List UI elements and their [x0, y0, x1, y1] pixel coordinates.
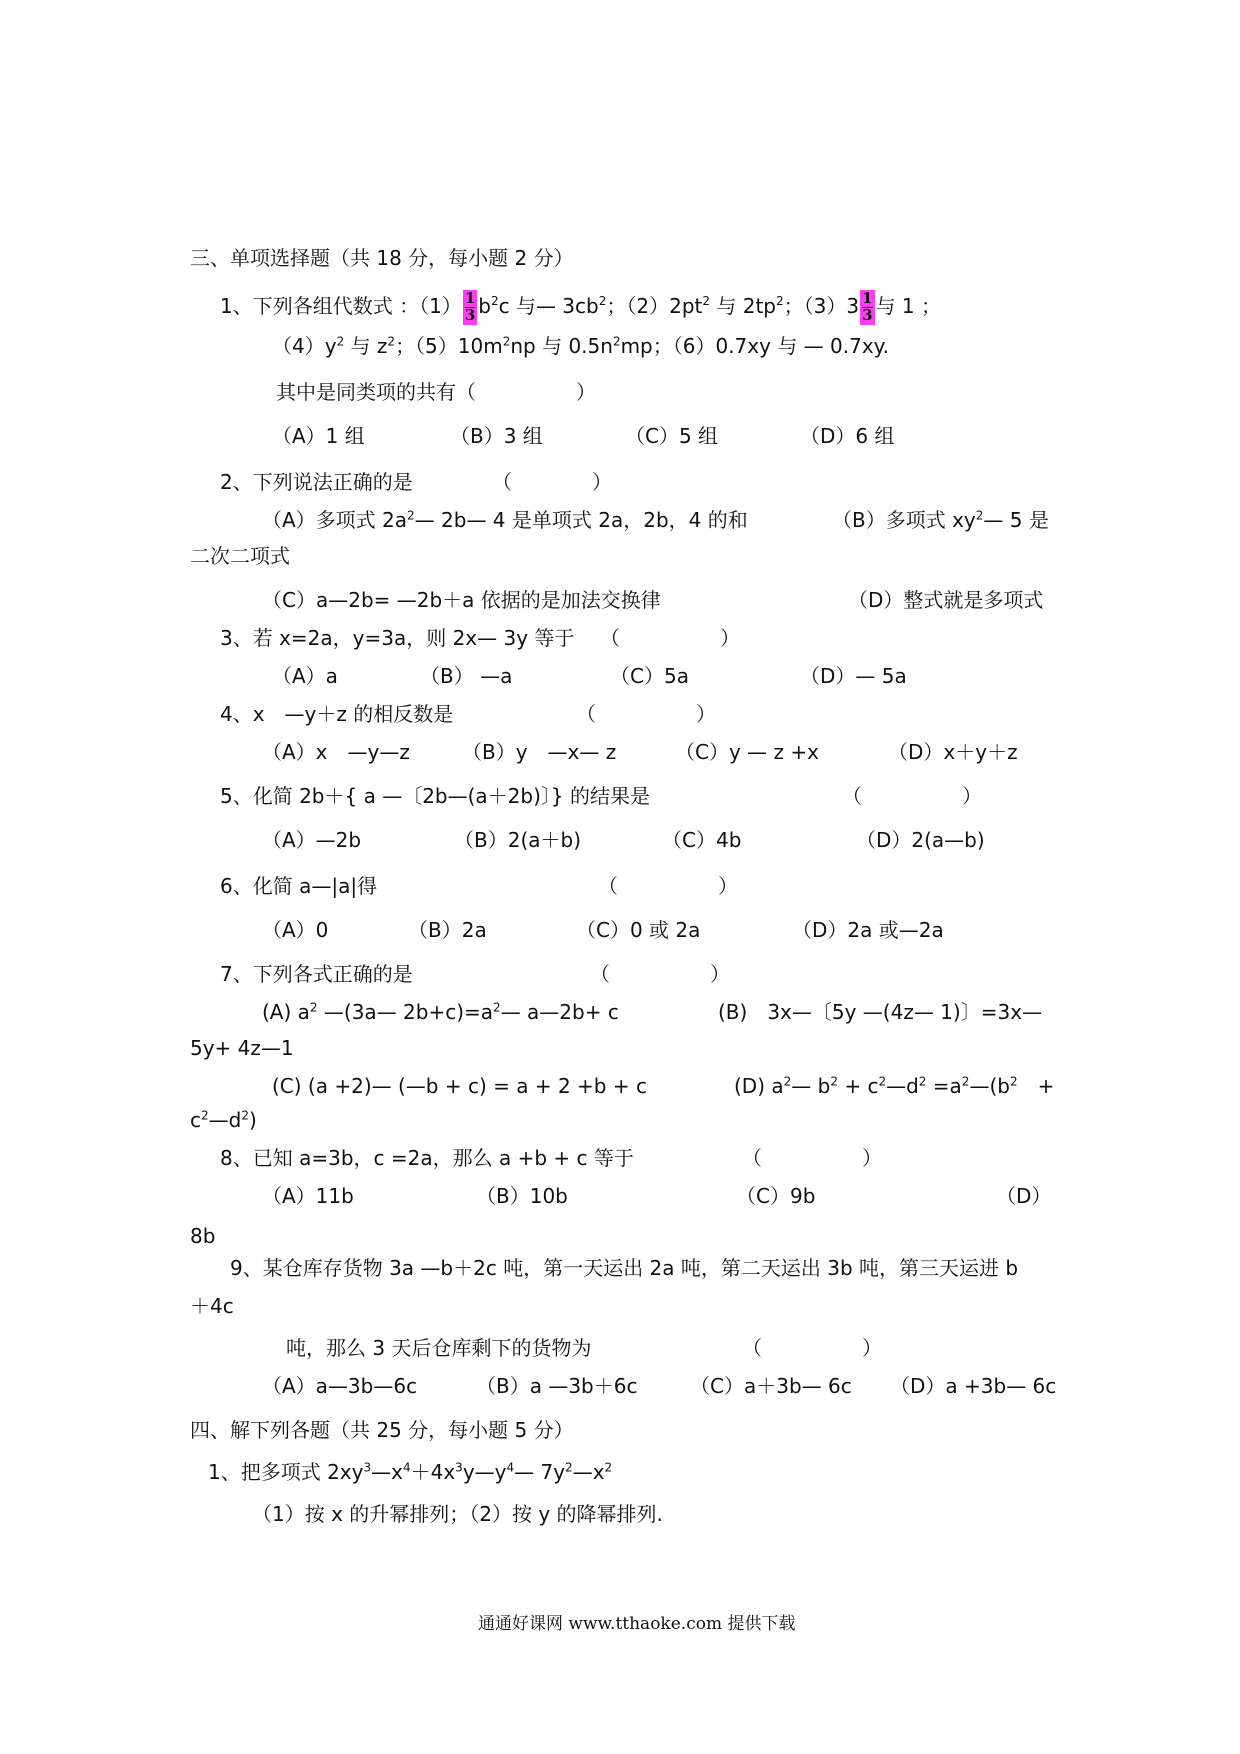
q7-stem: 7、下列各式正确的是	[220, 962, 413, 986]
q9-stem-wrap: ＋4c	[190, 1294, 234, 1318]
q2-opt-a: （A）多项式 $2a^2—$ 2b— 4 是单项式 2a，2b，4 的和	[262, 508, 748, 532]
q3-opt-d: （D）— 5a	[800, 664, 907, 688]
q2-stem: 2、下列说法正确的是	[220, 470, 413, 494]
q7-opt-c: (C) (a +2)— (—b + c) = a + 2 +b + c	[272, 1074, 647, 1098]
q3-opt-a: （A）a	[272, 664, 338, 688]
q8-opt-a: （A）11b	[262, 1184, 354, 1208]
section4-title: 四、解下列各题（共 25 分，每小题 5 分）	[190, 1418, 574, 1442]
q5-opt-b: （B）2(a＋b)	[454, 828, 582, 852]
section4-q1-sub: （1）按 x 的升幂排列；（2）按 y 的降幂排列.	[252, 1502, 663, 1526]
q3-opt-c: （C）5a	[610, 664, 689, 688]
q9-opt-a: （A）a—3b—6c	[262, 1374, 418, 1398]
q9-stem2: 吨，那么 3 天后仓库剩下的货物为	[286, 1336, 592, 1360]
q2-paren: （ ）	[492, 470, 612, 494]
q8-opt-d-wrap: 8b	[190, 1224, 216, 1248]
q1-line2: $(4)y^2$ 与 $z^2$；$(5)10m^2np$ 与 $0.5n^2mp$；（6）0.7xy 与 — 0.7xy.	[272, 334, 890, 358]
q5-stem: 5、化简 2b＋{ a —〔2b—(a＋2b)〕} 的结果是	[220, 784, 650, 808]
q1-opt-b: （B）3 组	[450, 424, 543, 448]
section3-title: 三、单项选择题（共 18 分，每小题 2 分）	[190, 246, 574, 270]
q1-line1: 1、下列各组代数式 ：（1） $\frac{1}{3}$ $b^2c$ 与— $3cb^2$；$(2)2pt^2$ 与 $2tp^2$；（3）3 $\frac{1}{3}$ 与 1 ；	[220, 289, 941, 324]
q8-opt-c: （C）9b	[736, 1184, 816, 1208]
q1-opt-a: （A）1 组	[272, 424, 365, 448]
q4-opt-b: （B）y —x— z	[462, 740, 617, 764]
q4-stem: 4、x —y＋z 的相反数是	[220, 702, 454, 726]
section4-q1: 1、把多项式 $2xy^3—x^4+4x^3y—y^4—$ $7y^2—x^2$	[208, 1460, 613, 1484]
q1-text-a: 1、下列各组代数式 ：（1）	[220, 293, 462, 318]
q3-opt-b: （B） —a	[420, 664, 513, 688]
q8-opt-d: （D）	[996, 1184, 1052, 1208]
q8-opt-b: （B）10b	[476, 1184, 568, 1208]
q2-opt-c: （C）a—2b= —2b＋a 依据的是加法交换律	[262, 588, 661, 612]
q5-opt-c: （C）4b	[662, 828, 742, 852]
q8-stem: 8、已知 a=3b，c =2a，那么 a +b + c 等于	[220, 1146, 634, 1170]
q5-opt-d: （D）2(a—b)	[856, 828, 985, 852]
q9-opt-d: （D）a +3b— 6c	[890, 1374, 1057, 1398]
q6-opt-d: （D）2a 或—2a	[792, 918, 944, 942]
q9-stem: 9、某仓库存货物 3a —b＋2c 吨，第一天运出 2a 吨，第二天运出 3b 吨，第三天运进 b	[230, 1256, 1019, 1280]
q7-opt-a: (A) $a^2$ —(3a— $2b+c)=a^2—$ a—2b+ c	[262, 1000, 619, 1024]
q6-opt-c: （C）0 或 2a	[576, 918, 701, 942]
q8-paren: （ ）	[742, 1146, 882, 1170]
q6-opt-b: （B）2a	[408, 918, 487, 942]
q7-opt-b-wrap: 5y+ 4z—1	[190, 1036, 294, 1060]
q7-paren: （ ）	[590, 962, 730, 986]
q5-opt-a: （A）—2b	[262, 828, 362, 852]
q4-opt-d: （D）x＋y＋z	[888, 740, 1018, 764]
q2-opt-b: （B）多项式 $xy^2—$ 5 是	[832, 508, 1049, 532]
footer-credit: 通通好课网 www.tthaoke.com 提供下载	[478, 1614, 796, 1634]
q1-opt-c: （C）5 组	[625, 424, 719, 448]
q2-opt-d: （D）整式就是多项式	[848, 588, 1044, 612]
fraction-one-third: $\frac{1}{3}$	[464, 289, 476, 324]
q1-stem: 其中是同类项的共有（ ）	[276, 380, 596, 404]
q3-stem: 3、若 x=2a，y=3a，则 2x— 3y 等于	[220, 626, 575, 650]
q5-paren: （ ）	[842, 784, 982, 808]
q7-opt-d-wrap: $c^2—d^2$)	[190, 1108, 257, 1132]
q7-opt-b: (B) 3x—〔5y —(4z— 1)〕=3x—	[718, 1000, 1043, 1024]
q6-stem: 6、化简 a—|a|得	[220, 874, 378, 898]
q4-opt-a: （A）x —y—z	[262, 740, 410, 764]
q3-paren: （ ）	[600, 626, 740, 650]
q2-opt-b-wrap: 二次二项式	[190, 544, 290, 568]
q9-paren: （ ）	[742, 1336, 882, 1360]
q9-opt-b: （B）a —3b＋6c	[476, 1374, 638, 1398]
q9-opt-c: （C）a＋3b— 6c	[690, 1374, 852, 1398]
fraction-one-third-2: $\frac{1}{3}$	[862, 289, 873, 324]
q4-opt-c: （C）y — z +x	[675, 740, 819, 764]
q6-opt-a: （A）0	[262, 918, 329, 942]
q1-opt-d: （D）6 组	[800, 424, 895, 448]
q6-paren: （ ）	[598, 874, 738, 898]
q4-paren: （ ）	[576, 702, 716, 726]
q7-opt-d: (D) $a^2—$ $b^2$ + $c^2—d^2$ $=a^2—(b^2$ +	[734, 1074, 1055, 1098]
